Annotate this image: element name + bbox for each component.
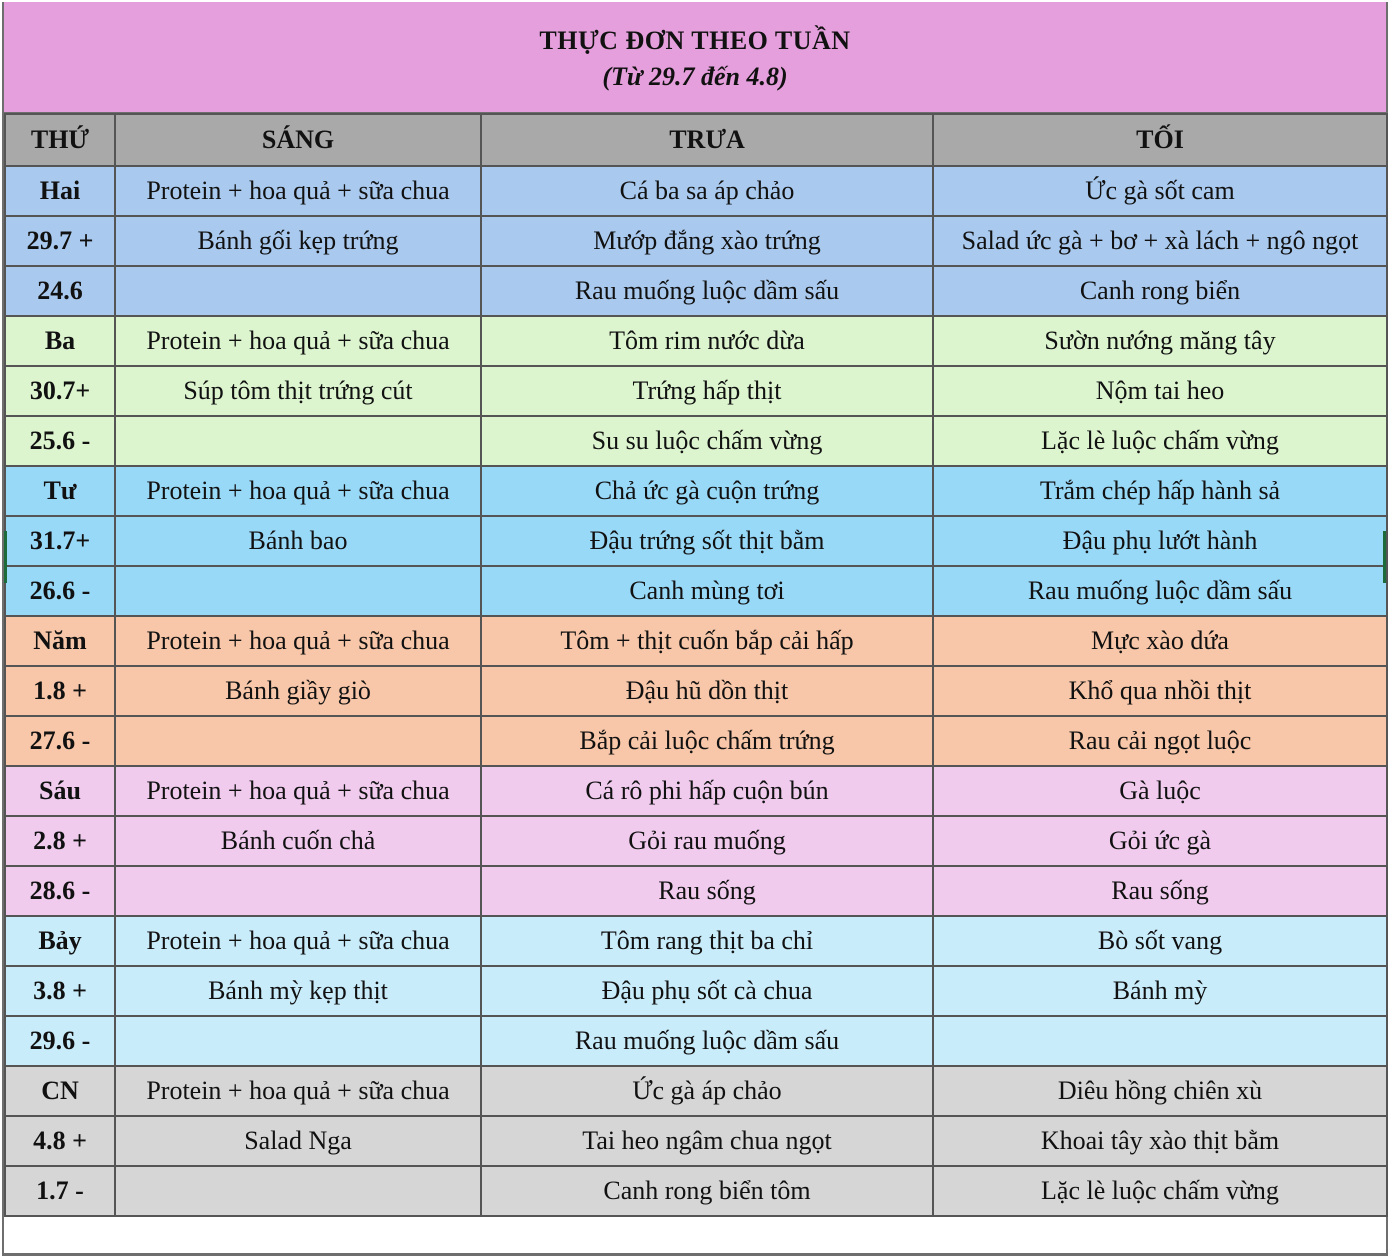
dinner-cell[interactable]: Nộm tai heo [933,366,1387,416]
lunch-cell[interactable]: Bắp cải luộc chấm trứng [481,716,933,766]
breakfast-cell[interactable]: Bánh giầy giò [115,666,481,716]
day-cell[interactable]: 3.8 + [5,966,115,1016]
breakfast-cell[interactable]: Protein + hoa quả + sữa chua [115,1066,481,1116]
breakfast-cell[interactable] [115,866,481,916]
dinner-cell[interactable]: Canh rong biển [933,266,1387,316]
table-row [5,516,1387,566]
table-row [5,416,1387,466]
dinner-cell[interactable]: Khoai tây xào thịt bằm [933,1116,1387,1166]
breakfast-cell[interactable] [115,266,481,316]
table-row [5,866,1387,916]
breakfast-cell[interactable]: Protein + hoa quả + sữa chua [115,316,481,366]
selected-row-marker-left [4,531,7,583]
lunch-cell[interactable]: Tai heo ngâm chua ngọt [481,1116,933,1166]
day-cell[interactable]: 1.7 - [5,1166,115,1216]
header-day[interactable]: THỨ [5,114,115,166]
lunch-cell[interactable]: Đậu trứng sốt thịt bằm [481,516,933,566]
dinner-cell[interactable]: Rau muống luộc dầm sấu [933,566,1387,616]
breakfast-cell[interactable] [115,566,481,616]
table-row [5,616,1387,666]
day-cell[interactable]: CN [5,1066,115,1116]
lunch-cell[interactable]: Cá ba sa áp chảo [481,166,933,216]
breakfast-cell[interactable]: Bánh bao [115,516,481,566]
breakfast-cell[interactable]: Salad Nga [115,1116,481,1166]
breakfast-cell[interactable] [115,716,481,766]
day-cell[interactable]: Tư [5,466,115,516]
dinner-cell[interactable]: Rau cải ngọt luộc [933,716,1387,766]
day-cell[interactable]: Năm [5,616,115,666]
day-cell[interactable]: 4.8 + [5,1116,115,1166]
dinner-cell[interactable]: Đậu phụ lướt hành [933,516,1387,566]
dinner-cell[interactable]: Lặc lè luộc chấm vừng [933,1166,1387,1216]
dinner-cell[interactable]: Ức gà sốt cam [933,166,1387,216]
table-row [5,216,1387,266]
breakfast-cell[interactable] [115,416,481,466]
lunch-cell[interactable]: Tôm + thịt cuốn bắp cải hấp [481,616,933,666]
lunch-cell[interactable]: Tôm rang thịt ba chỉ [481,916,933,966]
lunch-cell[interactable]: Canh rong biển tôm [481,1166,933,1216]
breakfast-cell[interactable]: Bánh cuốn chả [115,816,481,866]
table-row [5,366,1387,416]
table-row [5,1116,1387,1166]
header-dinner[interactable]: TỐI [933,114,1387,166]
breakfast-cell[interactable]: Protein + hoa quả + sữa chua [115,166,481,216]
day-cell[interactable]: 1.8 + [5,666,115,716]
dinner-cell[interactable]: Trắm chép hấp hành sả [933,466,1387,516]
dinner-cell[interactable]: Rau sống [933,866,1387,916]
day-cell[interactable]: 29.6 - [5,1016,115,1066]
table-row [5,166,1387,216]
breakfast-cell[interactable]: Protein + hoa quả + sữa chua [115,916,481,966]
day-cell[interactable]: 30.7+ [5,366,115,416]
header-row [5,114,1387,166]
dinner-cell[interactable]: Bánh mỳ [933,966,1387,1016]
lunch-cell[interactable]: Cá rô phi hấp cuộn bún [481,766,933,816]
day-cell[interactable]: Sáu [5,766,115,816]
day-cell[interactable]: 29.7 + [5,216,115,266]
table-row [5,666,1387,716]
table-row [5,966,1387,1016]
weekly-menu-table [4,113,1388,1217]
day-cell[interactable]: Ba [5,316,115,366]
day-cell[interactable]: Bảy [5,916,115,966]
lunch-cell[interactable]: Gỏi rau muống [481,816,933,866]
day-cell[interactable]: 26.6 - [5,566,115,616]
lunch-cell[interactable]: Ức gà áp chảo [481,1066,933,1116]
menu-title: THỰC ĐƠN THEO TUẦN [539,26,851,55]
day-cell[interactable]: 27.6 - [5,716,115,766]
table-row [5,466,1387,516]
table-row [5,716,1387,766]
table-row [5,916,1387,966]
lunch-cell[interactable]: Su su luộc chấm vừng [481,416,933,466]
spreadsheet [2,2,1388,1256]
day-cell[interactable]: 25.6 - [5,416,115,466]
dinner-cell[interactable] [933,1016,1387,1066]
lunch-cell[interactable]: Trứng hấp thịt [481,366,933,416]
table-row [5,816,1387,866]
day-cell[interactable]: Hai [5,166,115,216]
day-cell[interactable]: 2.8 + [5,816,115,866]
header-breakfast[interactable]: SÁNG [115,114,481,166]
lunch-cell[interactable]: Rau muống luộc dầm sấu [481,1016,933,1066]
dinner-cell[interactable]: Diêu hồng chiên xù [933,1066,1387,1116]
dinner-cell[interactable]: Lặc lè luộc chấm vừng [933,416,1387,466]
table-row [5,1166,1387,1216]
breakfast-cell[interactable]: Protein + hoa quả + sữa chua [115,616,481,666]
selected-row-marker-right [1383,531,1386,583]
menu-body [5,166,1387,1216]
dinner-cell[interactable]: Khổ qua nhồi thịt [933,666,1387,716]
day-cell[interactable]: 28.6 - [5,866,115,916]
breakfast-cell[interactable]: Protein + hoa quả + sữa chua [115,766,481,816]
dinner-cell[interactable]: Sườn nướng măng tây [933,316,1387,366]
day-cell[interactable]: 31.7+ [5,516,115,566]
table-row [5,316,1387,366]
title-cell[interactable] [4,2,1386,113]
lunch-cell[interactable]: Rau muống luộc dầm sấu [481,266,933,316]
table-row [5,266,1387,316]
lunch-cell[interactable]: Rau sống [481,866,933,916]
header-lunch[interactable]: TRƯA [481,114,933,166]
dinner-cell[interactable]: Gà luộc [933,766,1387,816]
breakfast-cell[interactable]: Protein + hoa quả + sữa chua [115,466,481,516]
lunch-cell[interactable]: Tôm rim nước dừa [481,316,933,366]
lunch-cell[interactable]: Mướp đắng xào trứng [481,216,933,266]
dinner-cell[interactable]: Gỏi ức gà [933,816,1387,866]
breakfast-cell[interactable] [115,1016,481,1066]
dinner-cell[interactable]: Bò sốt vang [933,916,1387,966]
day-cell[interactable]: 24.6 [5,266,115,316]
menu-date-range: (Từ 29.7 đến 4.8) [602,62,788,91]
breakfast-cell[interactable] [115,1166,481,1216]
table-row [5,566,1387,616]
dinner-cell[interactable]: Mực xào dứa [933,616,1387,666]
table-row [5,1066,1387,1116]
lunch-cell[interactable]: Đậu hũ dồn thịt [481,666,933,716]
breakfast-cell[interactable]: Bánh mỳ kẹp thịt [115,966,481,1016]
table-row [5,1016,1387,1066]
table-row [5,766,1387,816]
dinner-cell[interactable]: Salad ức gà + bơ + xà lách + ngô ngọt [933,216,1387,266]
lunch-cell[interactable]: Chả ức gà cuộn trứng [481,466,933,516]
breakfast-cell[interactable]: Súp tôm thịt trứng cút [115,366,481,416]
lunch-cell[interactable]: Đậu phụ sốt cà chua [481,966,933,1016]
lunch-cell[interactable]: Canh mùng tơi [481,566,933,616]
breakfast-cell[interactable]: Bánh gối kẹp trứng [115,216,481,266]
